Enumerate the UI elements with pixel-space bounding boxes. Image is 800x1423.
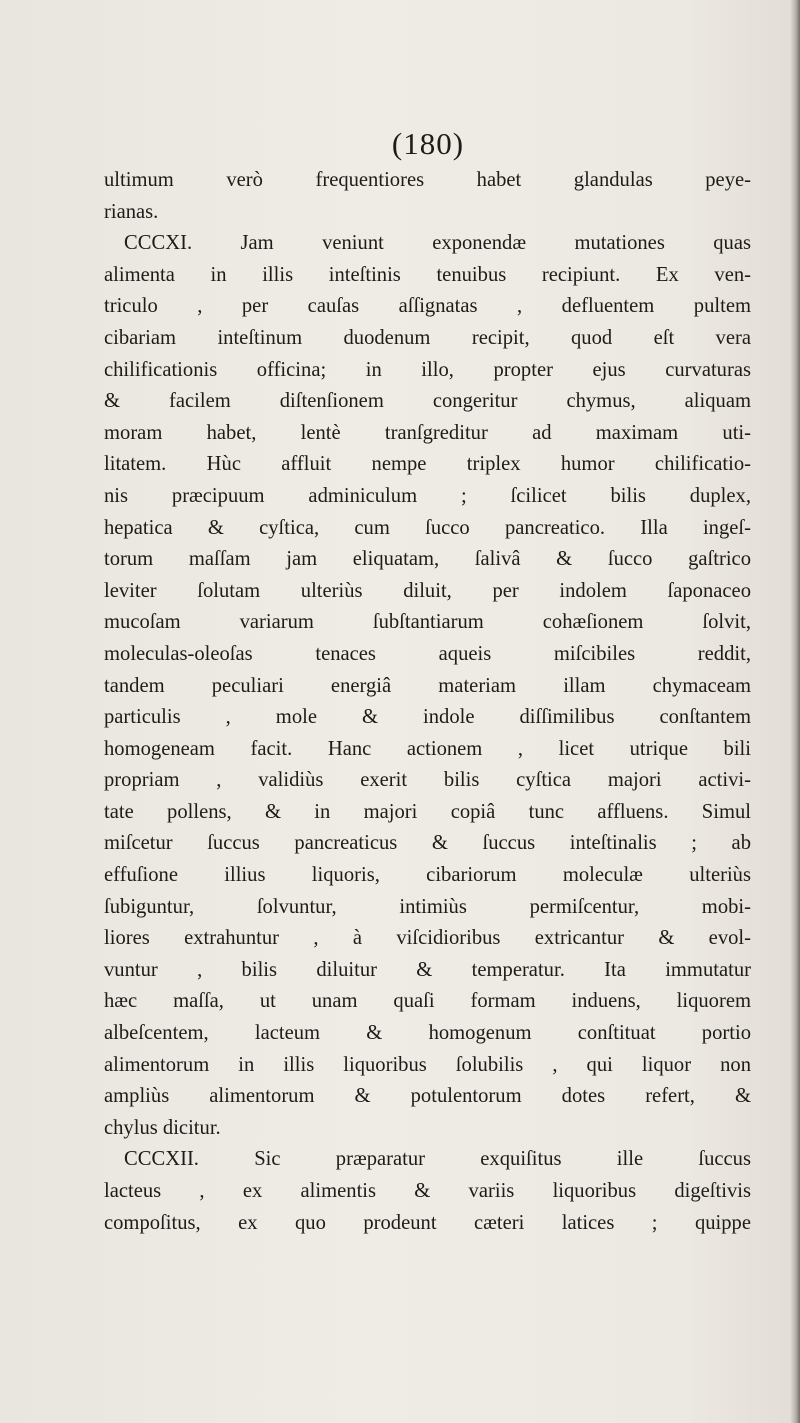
text-line: hepatica & cyſtica, cum ſucco pancreatico. Illa ingeſ-: [104, 516, 751, 539]
text-line: tate pollens, & in majori copiâ tunc affluens. Simul: [104, 800, 751, 823]
text-line: effuſione illius liquoris, cibariorum moleculæ ulteriùs: [104, 864, 751, 887]
text-line: homogeneam facit. Hanc actionem , licet utrique bili: [104, 737, 751, 760]
page-edge-shadow: [790, 0, 800, 1423]
text-line: chilificationis officina; in illo, propter ejus curvaturas: [104, 358, 751, 381]
text-line: cibariam inteſtinum duodenum recipit, quod eſt vera: [104, 326, 751, 349]
text-line: mucoſam variarum ſubſtantiarum cohæſionem ſolvit,: [104, 611, 751, 634]
text-line: triculo , per cauſas aſſignatas , defluentem pultem: [104, 295, 751, 318]
text-line: moleculas-oleoſas tenaces aqueis miſcibiles reddit,: [104, 642, 751, 665]
page-number: (180): [391, 126, 465, 161]
text-line: litatem. Hùc affluit nempe triplex humor chilificatio-: [104, 453, 751, 476]
text-line: moram habet, lentè tranſgreditur ad maximam uti-: [104, 421, 751, 444]
text-line: lacteus , ex alimentis & variis liquoribus digeſtivis: [104, 1180, 751, 1202]
text-line: torum maſſam jam eliquatam, ſalivâ & ſucco gaſtrico: [104, 548, 751, 571]
text-line: albeſcentem, lacteum & homogenum conſtituat portio: [104, 1022, 751, 1045]
text-line: leviter ſolutam ulteriùs diluit, per indolem ſaponaceo: [104, 579, 751, 602]
body-text: [104, 165, 751, 1239]
text-line: alimentorum in illis liquoribus ſolubilis , qui liquor non: [104, 1053, 751, 1076]
text-line: alimenta in illis inteſtinis tenuibus recipiunt. Ex ven-: [104, 263, 751, 286]
text-line: ultimum verò frequentiores habet glandulas peye-: [104, 169, 751, 191]
text-line: nis præcipuum adminiculum ; ſcilicet bilis duplex,: [104, 484, 751, 507]
text-line: particulis , mole & indole diſſimilibus conſtantem: [104, 706, 751, 729]
text-line: & facilem diſtenſionem congeritur chymus, aliquam: [104, 390, 751, 413]
section-heading-line: CCCXI. Jam veniunt exponendæ mutationes quas: [124, 232, 751, 255]
text-line: rianas.: [104, 200, 159, 223]
text-line: liores extrahuntur , à viſcidioribus extricantur & evol-: [104, 927, 751, 950]
text-line: ſubiguntur, ſolvuntur, intimiùs permiſcentur, mobi-: [104, 895, 751, 918]
text-line: hæc maſſa, ut unam quaſi formam induens, liquorem: [104, 990, 751, 1013]
text-line: vuntur , bilis diluitur & temperatur. Ita immutatur: [104, 958, 751, 981]
section-heading-line: CCCXII. Sic præparatur exquiſitus ille ſuccus: [124, 1148, 751, 1171]
text-line: propriam , validiùs exerit bilis cyſtica majori activi-: [104, 769, 751, 792]
text-line: tandem peculiari energiâ materiam illam chymaceam: [104, 674, 751, 697]
text-line: compoſitus, ex quo prodeunt cæteri latices ; quippe: [104, 1211, 751, 1234]
text-line: ampliùs alimentorum & potulentorum dotes refert, &: [104, 1085, 751, 1108]
text-line: miſcetur ſuccus pancreaticus & ſuccus inteſtinalis ; ab: [104, 832, 751, 855]
text-line: chylus dicitur.: [104, 1116, 221, 1139]
